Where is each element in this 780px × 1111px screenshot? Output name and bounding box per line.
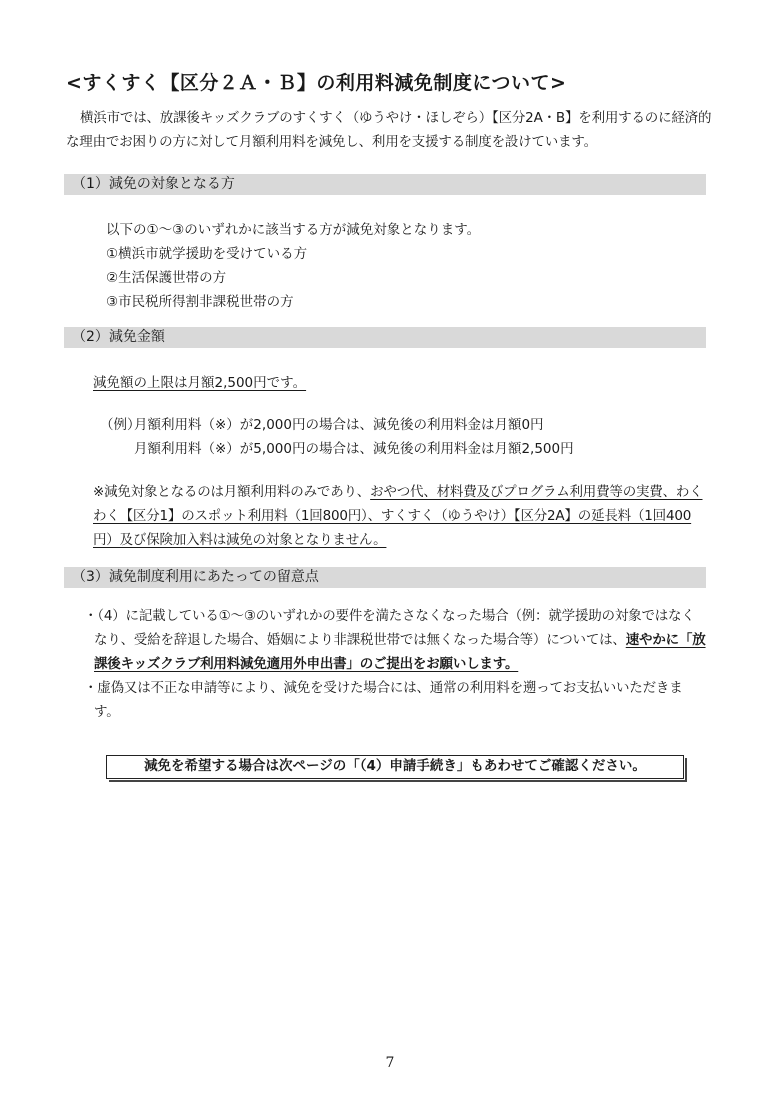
eligibility-item: ③市民税所得割非課税世帯の方 [106,294,294,310]
notice-box: 減免を希望する場合は次ページの「（4）申請手続き」もあわせてご確認ください。 [106,755,684,779]
eligibility-list [106,218,706,314]
example-row [100,437,700,461]
notes-list [84,604,706,724]
section-header-eligibility: （1）減免の対象となる方 [64,174,706,195]
example-line: 月額利用料（※）が5,000円の場合は、減免後の利用料金は月額2,500円 [134,441,574,457]
page-number: 7 [385,1055,395,1071]
intro-paragraph: 横浜市では、放課後キッズクラブのすくすく（ゆうやけ・ほしぞら）【区分2A・B】を利用するのに経済的な理由でお困りの方に対して月額利用料を減免し、利用を支援する制度を設けています。 [66,110,712,150]
exclusion-note [93,480,705,552]
eligibility-item: ①横浜市就学援助を受けている方 [106,246,308,262]
notes-item: ・虚偽又は不正な申請等により、減免を受けた場合には、通常の利用料を遡ってお支払いいただきます。 [84,680,683,720]
eligibility-lead: 以下の①～③のいずれかに該当する方が減免対象となります。 [106,222,481,238]
eligibility-item: ②生活保護世帯の方 [106,270,227,286]
reduction-limit: 減免額の上限は月額2,500円です。 [93,375,307,391]
note-text: ※減免対象となるのは月額利用料のみであり、 [93,484,371,500]
notes-item-emphasis: 速やかに「放課後キッズクラブ利用料減免適用外申出書」のご提出をお願いします。 [94,632,706,672]
example-block [100,413,700,461]
example-label: （例） [100,417,141,433]
example-row [100,413,700,437]
page-title: <すくすく【区分２Ａ・Ｂ】の利用料減免制度について> [66,72,567,94]
section-header-notes: （3）減免制度利用にあたっての留意点 [64,567,706,588]
note-underlined-text: おやつ代、材料費及びプログラム利用費等の実費、わくわく【区分1】のスポット利用料（1回800円）、すくすく（ゆうやけ）【区分2A】の延長料（1回400円）及び保険加入料は減免の対象となりません。 [93,484,703,548]
section-header-amount: （2）減免金額 [64,327,706,348]
notes-item [84,604,706,676]
example-line: 月額利用料（※）が2,000円の場合は、減免後の利用料金は月額0円 [134,417,544,433]
notes-item-text: ・（4）に記載している①～③のいずれかの要件を満たさなくなった場合（例：就学援助の対象ではなくなり、受給を辞退した場合、婚姻により非課税世帯では無くなった場合等）については、 [84,608,695,648]
